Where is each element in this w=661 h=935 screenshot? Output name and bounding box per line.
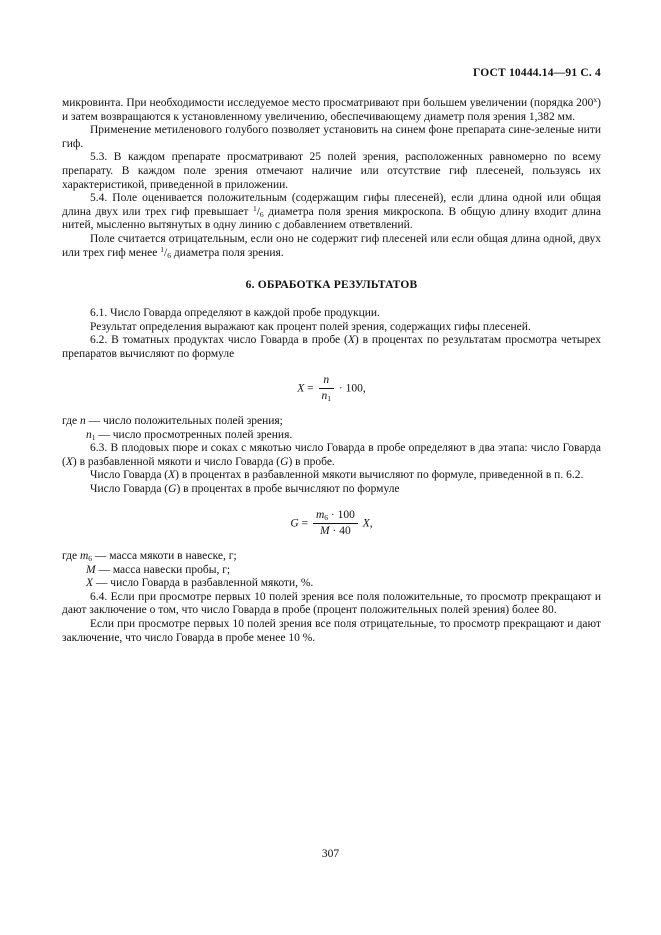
text-run: — масса навески пробы, г; bbox=[95, 563, 231, 576]
paragraph bbox=[62, 469, 601, 483]
text-run: 6.3. В плодовых пюре и соках с мякотью число Говарда в пробе определяют в два этапа: число Говарда ( bbox=[62, 442, 601, 468]
text-run: n bbox=[79, 414, 86, 427]
text-run: ) в процентах в разбавленной мякоти вычисляют по формуле, приведенной в п. 6.2. bbox=[175, 469, 584, 482]
text-run: m bbox=[79, 549, 89, 562]
text-run: 5.3. В каждом препарате просматривают 25 полей зрения, расположенных равномерно по всему препарату. В каждом поле зрения отмечают наличие или отсутствие гиф плесеней, пользуясь их характеристикой, приведенной в приложении. bbox=[62, 151, 601, 191]
text-run: ) и затем возвращаются к установленному увеличению, обеспечивающему диаметр поля зрения 1,382 мм. bbox=[62, 97, 601, 123]
text-run: 1 bbox=[327, 393, 332, 403]
paragraph bbox=[62, 97, 601, 124]
text-run: где bbox=[62, 414, 80, 427]
text-run: n bbox=[321, 389, 328, 402]
paragraph bbox=[62, 192, 601, 233]
text-run: 1 bbox=[252, 203, 257, 213]
formula-rhs bbox=[360, 517, 373, 529]
text-run: · 40 bbox=[329, 524, 351, 537]
paragraph bbox=[62, 483, 601, 497]
text-run: / bbox=[163, 246, 168, 259]
text-run: — масса мякоти в навеске, г; bbox=[92, 549, 237, 562]
paragraph bbox=[62, 429, 601, 443]
paragraph bbox=[62, 442, 601, 469]
text-run: Результат определения выражают как процент полей зрения, содержащих гифы плесеней. bbox=[90, 320, 531, 333]
text-run: 6.2. В томатных продуктах число Говарда в пробе ( bbox=[90, 334, 348, 347]
formula-lhs bbox=[290, 517, 311, 529]
document-body bbox=[62, 97, 601, 645]
text-run: X bbox=[65, 455, 73, 468]
text-run: — число Говарда в разбавленной мякоти, %. bbox=[93, 577, 314, 590]
formula-lhs bbox=[297, 382, 316, 394]
paragraph bbox=[62, 334, 601, 361]
formula-rhs bbox=[336, 382, 366, 394]
paragraph bbox=[62, 321, 601, 335]
text-run: 6 bbox=[324, 512, 328, 522]
text-run: · 100 bbox=[328, 508, 355, 521]
page-header: ГОСТ 10444.14—91 С. 4 bbox=[473, 67, 601, 79]
text-run: 6 bbox=[259, 209, 264, 219]
text-run: X bbox=[168, 469, 176, 482]
text-run: / bbox=[256, 205, 260, 218]
text-run: 5.4. Поле оценивается положительным (содержащим гифы плесеней), если длина одной или общая длина двух или трех гиф превышает bbox=[62, 192, 601, 218]
paragraph bbox=[62, 307, 601, 321]
text-run: где bbox=[62, 549, 80, 562]
text-run: ) в процентах в пробе вычисляют по формуле bbox=[176, 482, 400, 495]
text-run: диаметра поля зрения. bbox=[170, 246, 284, 259]
text-run: X bbox=[362, 516, 370, 529]
text-run: n bbox=[323, 373, 330, 386]
text-run: G bbox=[290, 516, 299, 529]
fraction bbox=[313, 509, 358, 538]
formula bbox=[62, 374, 601, 403]
fraction-numerator bbox=[319, 374, 335, 389]
paragraph bbox=[62, 415, 601, 429]
text-run: M bbox=[86, 563, 96, 576]
text-run: Число Говарда ( bbox=[90, 469, 169, 482]
text-run: — число просмотренных полей зрения. bbox=[95, 428, 293, 441]
text-run: диаметра поля зрения микроскопа. В общую длину входит длина нитей, мысленно вытянутых в одну линию с добавлением ответвлений. bbox=[62, 205, 601, 232]
text-run: Применение метиленового голубого позволяет установить на синем фоне препарата сине-зеленые нити гиф. bbox=[62, 124, 601, 150]
section-heading: 6. ОБРАБОТКА РЕЗУЛЬТАТОВ bbox=[245, 279, 418, 292]
text-run: ) в процентах по результатам просмотра четырех препаратов вычисляют по формуле bbox=[62, 334, 601, 360]
paragraph bbox=[62, 233, 601, 260]
text-run: = bbox=[304, 381, 317, 394]
text-run: m bbox=[315, 508, 325, 521]
paragraph bbox=[62, 124, 601, 151]
text-run: G bbox=[168, 482, 177, 495]
text-run: 6 bbox=[167, 250, 171, 260]
text-run: Если при просмотре первых 10 полей зрения все поля отрицательные, то просмотр прекращают и дают заключение, что число Говарда в пробе менее 10 %. bbox=[62, 617, 601, 644]
text-run: 1 bbox=[91, 432, 96, 442]
text-run: X bbox=[297, 381, 305, 394]
text-run: 6.4. Если при просмотре первых 10 полей зрения все поля положительные, то просмотр прекращают и дают заключение о том, что число Говарда в пробе (процент положительных полей зрения) более 80. bbox=[62, 590, 601, 617]
text-run: n bbox=[86, 428, 92, 441]
paragraph bbox=[62, 550, 601, 564]
text-run: G bbox=[280, 455, 289, 468]
text-run: , bbox=[369, 516, 373, 529]
text-run: 6 bbox=[88, 553, 93, 563]
text-run: ) в разбавленной мякоти и число Говарда ( bbox=[72, 455, 281, 468]
text-run: X bbox=[347, 334, 355, 347]
text-run: = bbox=[298, 516, 311, 529]
paragraph bbox=[62, 591, 601, 618]
text-run: · 100, bbox=[336, 381, 366, 394]
paragraph bbox=[62, 618, 601, 645]
fraction-denominator bbox=[313, 524, 358, 538]
fraction bbox=[319, 374, 335, 403]
paragraph bbox=[62, 577, 601, 591]
text-run: 6.1. Число Говарда определяют в каждой пробе продукции. bbox=[90, 307, 380, 320]
text-run: 1 bbox=[160, 244, 164, 254]
page-number: 307 bbox=[321, 848, 340, 860]
text-run: х bbox=[593, 95, 598, 104]
paragraph bbox=[62, 151, 601, 192]
text-run: Поле считается отрицательным, если оно не содержит гиф плесеней или если общая длина одной, двух или трех гиф менее bbox=[62, 232, 601, 259]
text-run: Число Говарда ( bbox=[90, 482, 169, 495]
text-run: X bbox=[86, 577, 94, 590]
text-run: — число положительных полей зрения; bbox=[85, 414, 283, 427]
text-run: микровинта. При необходимости исследуемое место просматривают при большем увеличении (порядка 200 bbox=[62, 97, 594, 109]
paragraph bbox=[62, 564, 601, 578]
text-run: M bbox=[320, 524, 330, 537]
fraction-denominator bbox=[319, 389, 335, 403]
text-run: ) в пробе. bbox=[288, 455, 335, 468]
formula bbox=[62, 509, 601, 538]
fraction-numerator bbox=[313, 509, 358, 524]
